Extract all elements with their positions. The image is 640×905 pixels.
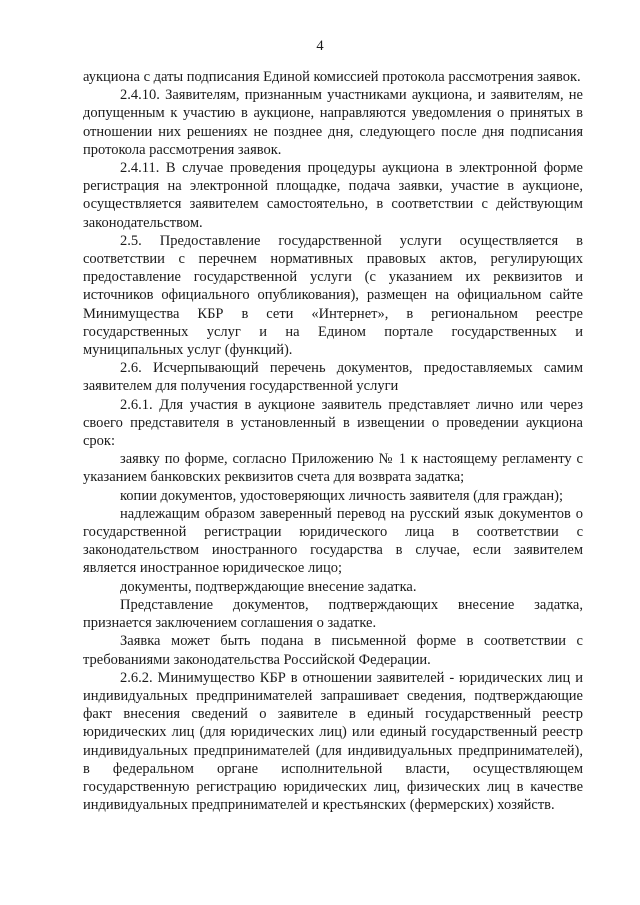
- paragraph-written-form: Заявка может быть подана в письменной форме в соответствии с требованиями законодательства Российской Федерации.: [83, 633, 583, 668]
- paragraph-2-5: 2.5. Предоставление государственной услуги осуществляется в соответствии с перечнем нормативных правовых актов, регулирующих предоставление государственной услуги (с указанием их реквизитов и источников официального опубликования), размещен на официальном сайте Минимущества КБР в сети «Интернет», в региональном реестре государственных услуг и на Едином портале государственных и муниципальных услуг (функций).: [83, 232, 583, 359]
- list-item-certified-translation: надлежащим образом заверенный перевод на русский язык документов о государственной регистрации юридического лица в соответствии с законодательством иностранного государства в случае, если заявителем является иностранное юридическое лицо;: [83, 505, 583, 577]
- page-number: 4: [316, 38, 324, 54]
- paragraph-2-6-2: 2.6.2. Минимущество КБР в отношении заявителей - юридических лиц и индивидуальных предпринимателей запрашивает сведения, подтверждающие факт внесения сведений о заявителе в единый государственный реестр юридических лиц (для юридических лиц) или единый государственный реестр индивидуальных предпринимателей (для индивидуальных предпринимателей), в федеральном органе исполнительной власти, осуществляющем государственную регистрацию юридических лиц, физических лиц в качестве индивидуальных предпринимателей и крестьянских (фермерских) хозяйств.: [83, 669, 583, 814]
- paragraph-2-6-1: 2.6.1. Для участия в аукционе заявитель представляет лично или через своего представителя в установленный в извещении о проведении аукциона срок:: [83, 396, 583, 450]
- list-item-application-form: заявку по форме, согласно Приложению № 1 к настоящему регламенту с указанием банковских реквизитов счета для возврата задатка;: [83, 451, 583, 486]
- paragraph-2-4-10: 2.4.10. Заявителям, признанным участниками аукциона, и заявителям, не допущенным к участию в аукционе, направляются уведомления о принятых в отношении них решениях не позднее дня, следующего после дня подписания протокола рассмотрения заявок.: [83, 87, 583, 158]
- list-item-identity-documents: копии документов, удостоверяющих личность заявителя (для граждан);: [120, 487, 563, 504]
- paragraph-2-4-11: 2.4.11. В случае проведения процедуры аукциона в электронной форме регистрация на электронной площадке, подача заявки, участие в аукционе, осуществляется заявителем самостоятельно, в соответствии с действующим законодательством.: [83, 160, 583, 231]
- list-item-deposit-documents: документы, подтверждающие внесение задатка.: [120, 578, 417, 595]
- paragraph-2-6: 2.6. Исчерпывающий перечень документов, предоставляемых самим заявителем для получения государственной услуги: [83, 360, 583, 395]
- paragraph-continuation: аукциона с даты подписания Единой комиссией протокола рассмотрения заявок.: [83, 69, 581, 85]
- document-body: [83, 68, 583, 814]
- paragraph-deposit-agreement: Представление документов, подтверждающих внесение задатка, признается заключением соглашения о задатке.: [83, 596, 583, 632]
